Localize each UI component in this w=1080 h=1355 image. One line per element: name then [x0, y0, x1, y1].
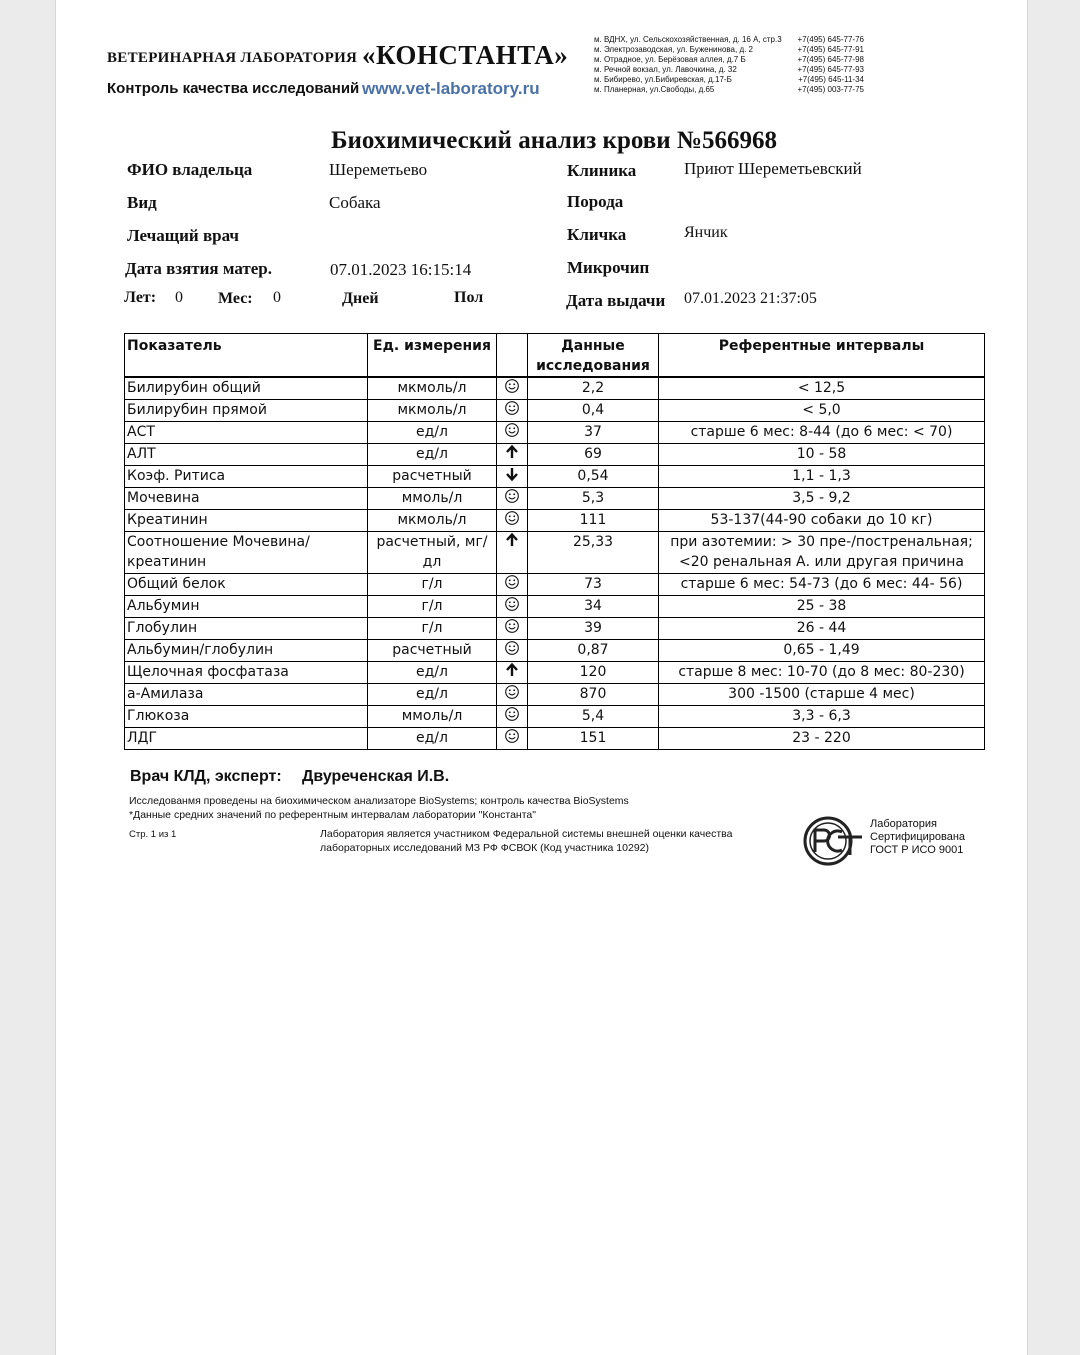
table-row: [125, 422, 985, 444]
smiley-icon: [504, 574, 520, 590]
arrow-up-icon: [504, 662, 520, 678]
table-row: [125, 706, 985, 728]
issue-date-value: 07.01.2023 21:37:05: [684, 290, 817, 307]
status-flag-cell: [497, 574, 528, 596]
status-flag-cell: [497, 510, 528, 532]
result-value: 151: [528, 728, 659, 750]
smiley-icon: [504, 488, 520, 504]
parameter-name: а-Амилаза: [125, 684, 368, 706]
cert-line-3: ГОСТ Р ИСО 9001: [870, 844, 964, 856]
branch-address: м. Планерная, ул.Свободы, д.65: [594, 85, 715, 94]
result-value: 870: [528, 684, 659, 706]
branch-phone: +7(495) 645-77-76: [797, 35, 864, 44]
result-value: 37: [528, 422, 659, 444]
reference-interval: 25 - 38: [659, 596, 985, 618]
parameter-name: ЛДГ: [125, 728, 368, 750]
col-header-value: Данные исследования: [528, 334, 659, 378]
unit-cell: ед/л: [368, 728, 497, 750]
table-header-row: [125, 334, 985, 378]
sample-date-value: 07.01.2023 16:15:14: [330, 260, 472, 279]
unit-cell: расчетный, мг/дл: [368, 532, 497, 574]
age-years-value: 0: [175, 289, 183, 306]
status-flag-cell: [497, 466, 528, 488]
doctor-name: Двуреченская И.В.: [302, 768, 450, 785]
parameter-name: Глюкоза: [125, 706, 368, 728]
parameter-name: Глобулин: [125, 618, 368, 640]
branch-row: [594, 45, 864, 55]
reference-note: *Данные средних значений по референтным интервалам лаборатории "Константа": [129, 809, 536, 821]
branch-row: [594, 85, 864, 95]
sample-date-label: Дата взятия матер.: [125, 259, 272, 278]
age-months-value: 0: [273, 289, 281, 306]
reference-interval: 23 - 220: [659, 728, 985, 750]
result-value: 39: [528, 618, 659, 640]
smiley-icon: [504, 510, 520, 526]
table-row: [125, 510, 985, 532]
parameter-name: Щелочная фосфатаза: [125, 662, 368, 684]
unit-cell: ед/л: [368, 444, 497, 466]
parameter-name: АЛТ: [125, 444, 368, 466]
vet-label: Лечащий врач: [127, 226, 239, 245]
result-value: 2,2: [528, 377, 659, 400]
result-value: 25,33: [528, 532, 659, 574]
parameter-name: Общий белок: [125, 574, 368, 596]
parameter-name: Билирубин прямой: [125, 400, 368, 422]
status-flag-cell: [497, 422, 528, 444]
reference-interval: 3,5 - 9,2: [659, 488, 985, 510]
certification-text: [870, 818, 965, 857]
branch-phone: +7(495) 645-77-91: [797, 45, 864, 54]
status-flag-cell: [497, 377, 528, 400]
status-flag-cell: [497, 706, 528, 728]
age-months-label: Мес:: [218, 290, 253, 307]
species-value: Собака: [329, 193, 381, 212]
parameter-name: Альбумин/глобулин: [125, 640, 368, 662]
microchip-label: Микрочип: [567, 258, 650, 277]
reference-interval: при азотемии: > 30 пре-/постренальная; <20 ренальная А. или другая причина: [659, 532, 985, 574]
clinic-value: Приют Шереметьевский: [684, 159, 862, 178]
lab-name: «КОНСТАНТА»: [362, 40, 569, 70]
smiley-icon: [504, 640, 520, 656]
branch-row: [594, 65, 864, 75]
lab-subtitle: Контроль качества исследований: [107, 80, 360, 97]
table-row: [125, 466, 985, 488]
status-flag-cell: [497, 728, 528, 750]
result-value: 120: [528, 662, 659, 684]
cert-line-1: Лаборатория: [870, 818, 937, 830]
table-row: [125, 684, 985, 706]
unit-cell: расчетный: [368, 466, 497, 488]
unit-cell: ммоль/л: [368, 706, 497, 728]
reference-interval: старше 6 мес: 8-44 (до 6 мес: < 70): [659, 422, 985, 444]
reference-interval: 1,1 - 1,3: [659, 466, 985, 488]
reference-interval: 300 -1500 (старше 4 мес): [659, 684, 985, 706]
unit-cell: ед/л: [368, 684, 497, 706]
parameter-name: Соотношение Мочевина/креатинин: [125, 532, 368, 574]
status-flag-cell: [497, 488, 528, 510]
status-flag-cell: [497, 640, 528, 662]
reference-interval: < 5,0: [659, 400, 985, 422]
table-row: [125, 618, 985, 640]
smiley-icon: [504, 728, 520, 744]
unit-cell: ед/л: [368, 422, 497, 444]
status-flag-cell: [497, 400, 528, 422]
analyzer-note: Исследованмя проведены на биохимическом анализаторе BioSystems; контроль качества BioSystems: [129, 795, 629, 807]
col-header-name: Показатель: [125, 334, 368, 378]
branch-address: м. Речной вокзал, ул. Лавочкина, д. 32: [594, 65, 737, 74]
doctor-label: Врач КЛД, эксперт:: [130, 768, 282, 785]
col-header-flag: [497, 334, 528, 378]
col-header-unit: Ед. измерения: [368, 334, 497, 378]
parameter-name: Альбумин: [125, 596, 368, 618]
lab-prefix: ВЕТЕРИНАРНАЯ ЛАБОРАТОРИЯ: [107, 50, 358, 66]
result-value: 34: [528, 596, 659, 618]
branch-phone: +7(495) 645-11-34: [798, 75, 864, 84]
table-row: [125, 377, 985, 400]
unit-cell: ммоль/л: [368, 488, 497, 510]
table-row: [125, 400, 985, 422]
reference-interval: старше 8 мес: 10-70 (до 8 мес: 80-230): [659, 662, 985, 684]
nickname-value: Янчик: [684, 224, 728, 241]
branch-list: [594, 35, 864, 95]
reference-interval: старше 6 мес: 54-73 (до 6 мес: 44- 56): [659, 574, 985, 596]
result-value: 73: [528, 574, 659, 596]
unit-cell: ед/л: [368, 662, 497, 684]
smiley-icon: [504, 422, 520, 438]
status-flag-cell: [497, 662, 528, 684]
table-row: [125, 488, 985, 510]
certification-logo-icon: [802, 815, 866, 872]
reference-interval: 53-137(44-90 собаки до 10 кг): [659, 510, 985, 532]
age-days-label: Дней: [342, 290, 379, 307]
result-value: 0,54: [528, 466, 659, 488]
reference-interval: 26 - 44: [659, 618, 985, 640]
smiley-icon: [504, 378, 520, 394]
fsvok-note: Лаборатория является участником Федеральной системы внешней оценки качества лабораторных исследований МЗ РФ ФСВОК (Код участника 10292): [320, 828, 733, 854]
table-row: [125, 728, 985, 750]
status-flag-cell: [497, 684, 528, 706]
result-value: 5,4: [528, 706, 659, 728]
smiley-icon: [504, 596, 520, 612]
table-row: [125, 444, 985, 466]
table-row: [125, 640, 985, 662]
branch-phone: +7(495) 645-77-98: [797, 55, 864, 64]
arrow-up-icon: [504, 532, 520, 548]
unit-cell: мкмоль/л: [368, 400, 497, 422]
result-value: 0,87: [528, 640, 659, 662]
table-row: [125, 662, 985, 684]
clinic-label: Клиника: [567, 161, 637, 180]
reference-interval: < 12,5: [659, 377, 985, 400]
status-flag-cell: [497, 444, 528, 466]
reference-interval: 3,3 - 6,3: [659, 706, 985, 728]
smiley-icon: [504, 618, 520, 634]
branch-address: м. Бибирево, ул.Бибиревская, д.17-Б: [594, 75, 732, 84]
parameter-name: Креатинин: [125, 510, 368, 532]
parameter-name: Коэф. Ритиса: [125, 466, 368, 488]
smiley-icon: [504, 706, 520, 722]
unit-cell: г/л: [368, 618, 497, 640]
owner-label: ФИО владельца: [127, 160, 253, 179]
species-label: Вид: [127, 193, 157, 212]
parameter-name: АСТ: [125, 422, 368, 444]
table-row: [125, 574, 985, 596]
result-value: 5,3: [528, 488, 659, 510]
status-flag-cell: [497, 618, 528, 640]
unit-cell: расчетный: [368, 640, 497, 662]
age-years-label: Лет:: [124, 289, 157, 306]
branch-row: [594, 35, 864, 45]
parameter-name: Билирубин общий: [125, 377, 368, 400]
branch-phone: +7(495) 003-77-75: [797, 85, 864, 94]
result-value: 0,4: [528, 400, 659, 422]
arrow-down-icon: [504, 466, 520, 482]
unit-cell: мкмоль/л: [368, 377, 497, 400]
branch-address: м. Электрозаводская, ул. Буженинова, д. 2: [594, 45, 754, 54]
branch-address: м. ВДНХ, ул. Сельскохозяйственная, д. 16 А, стр.3: [594, 35, 782, 44]
unit-cell: г/л: [368, 574, 497, 596]
table-row: [125, 532, 985, 574]
branch-address: м. Отрадное, ул. Берёзовая аллея, д.7 Б: [594, 55, 746, 64]
page-number: Стр. 1 из 1: [129, 829, 177, 840]
results-table: [124, 333, 985, 750]
sex-label: Пол: [454, 289, 484, 306]
arrow-up-icon: [504, 444, 520, 460]
reference-interval: 10 - 58: [659, 444, 985, 466]
nickname-label: Кличка: [567, 225, 627, 244]
table-row: [125, 596, 985, 618]
owner-value: Шереметьево: [329, 160, 428, 179]
issue-date-label: Дата выдачи: [566, 291, 666, 310]
branch-row: [594, 75, 864, 85]
branch-phone: +7(495) 645-77-93: [797, 65, 864, 74]
branch-row: [594, 55, 864, 65]
smiley-icon: [504, 400, 520, 416]
cert-line-2: Сертифицирована: [870, 831, 966, 843]
result-value: 69: [528, 444, 659, 466]
smiley-icon: [504, 684, 520, 700]
lab-website-link[interactable]: www.vet-laboratory.ru: [362, 79, 540, 98]
reference-interval: 0,65 - 1,49: [659, 640, 985, 662]
status-flag-cell: [497, 532, 528, 574]
unit-cell: г/л: [368, 596, 497, 618]
results-body: [125, 377, 985, 750]
unit-cell: мкмоль/л: [368, 510, 497, 532]
breed-label: Порода: [567, 192, 624, 211]
report-title: Биохимический анализ крови №566968: [330, 127, 778, 154]
status-flag-cell: [497, 596, 528, 618]
col-header-reference: Референтные интервалы: [659, 334, 985, 378]
result-value: 111: [528, 510, 659, 532]
parameter-name: Мочевина: [125, 488, 368, 510]
